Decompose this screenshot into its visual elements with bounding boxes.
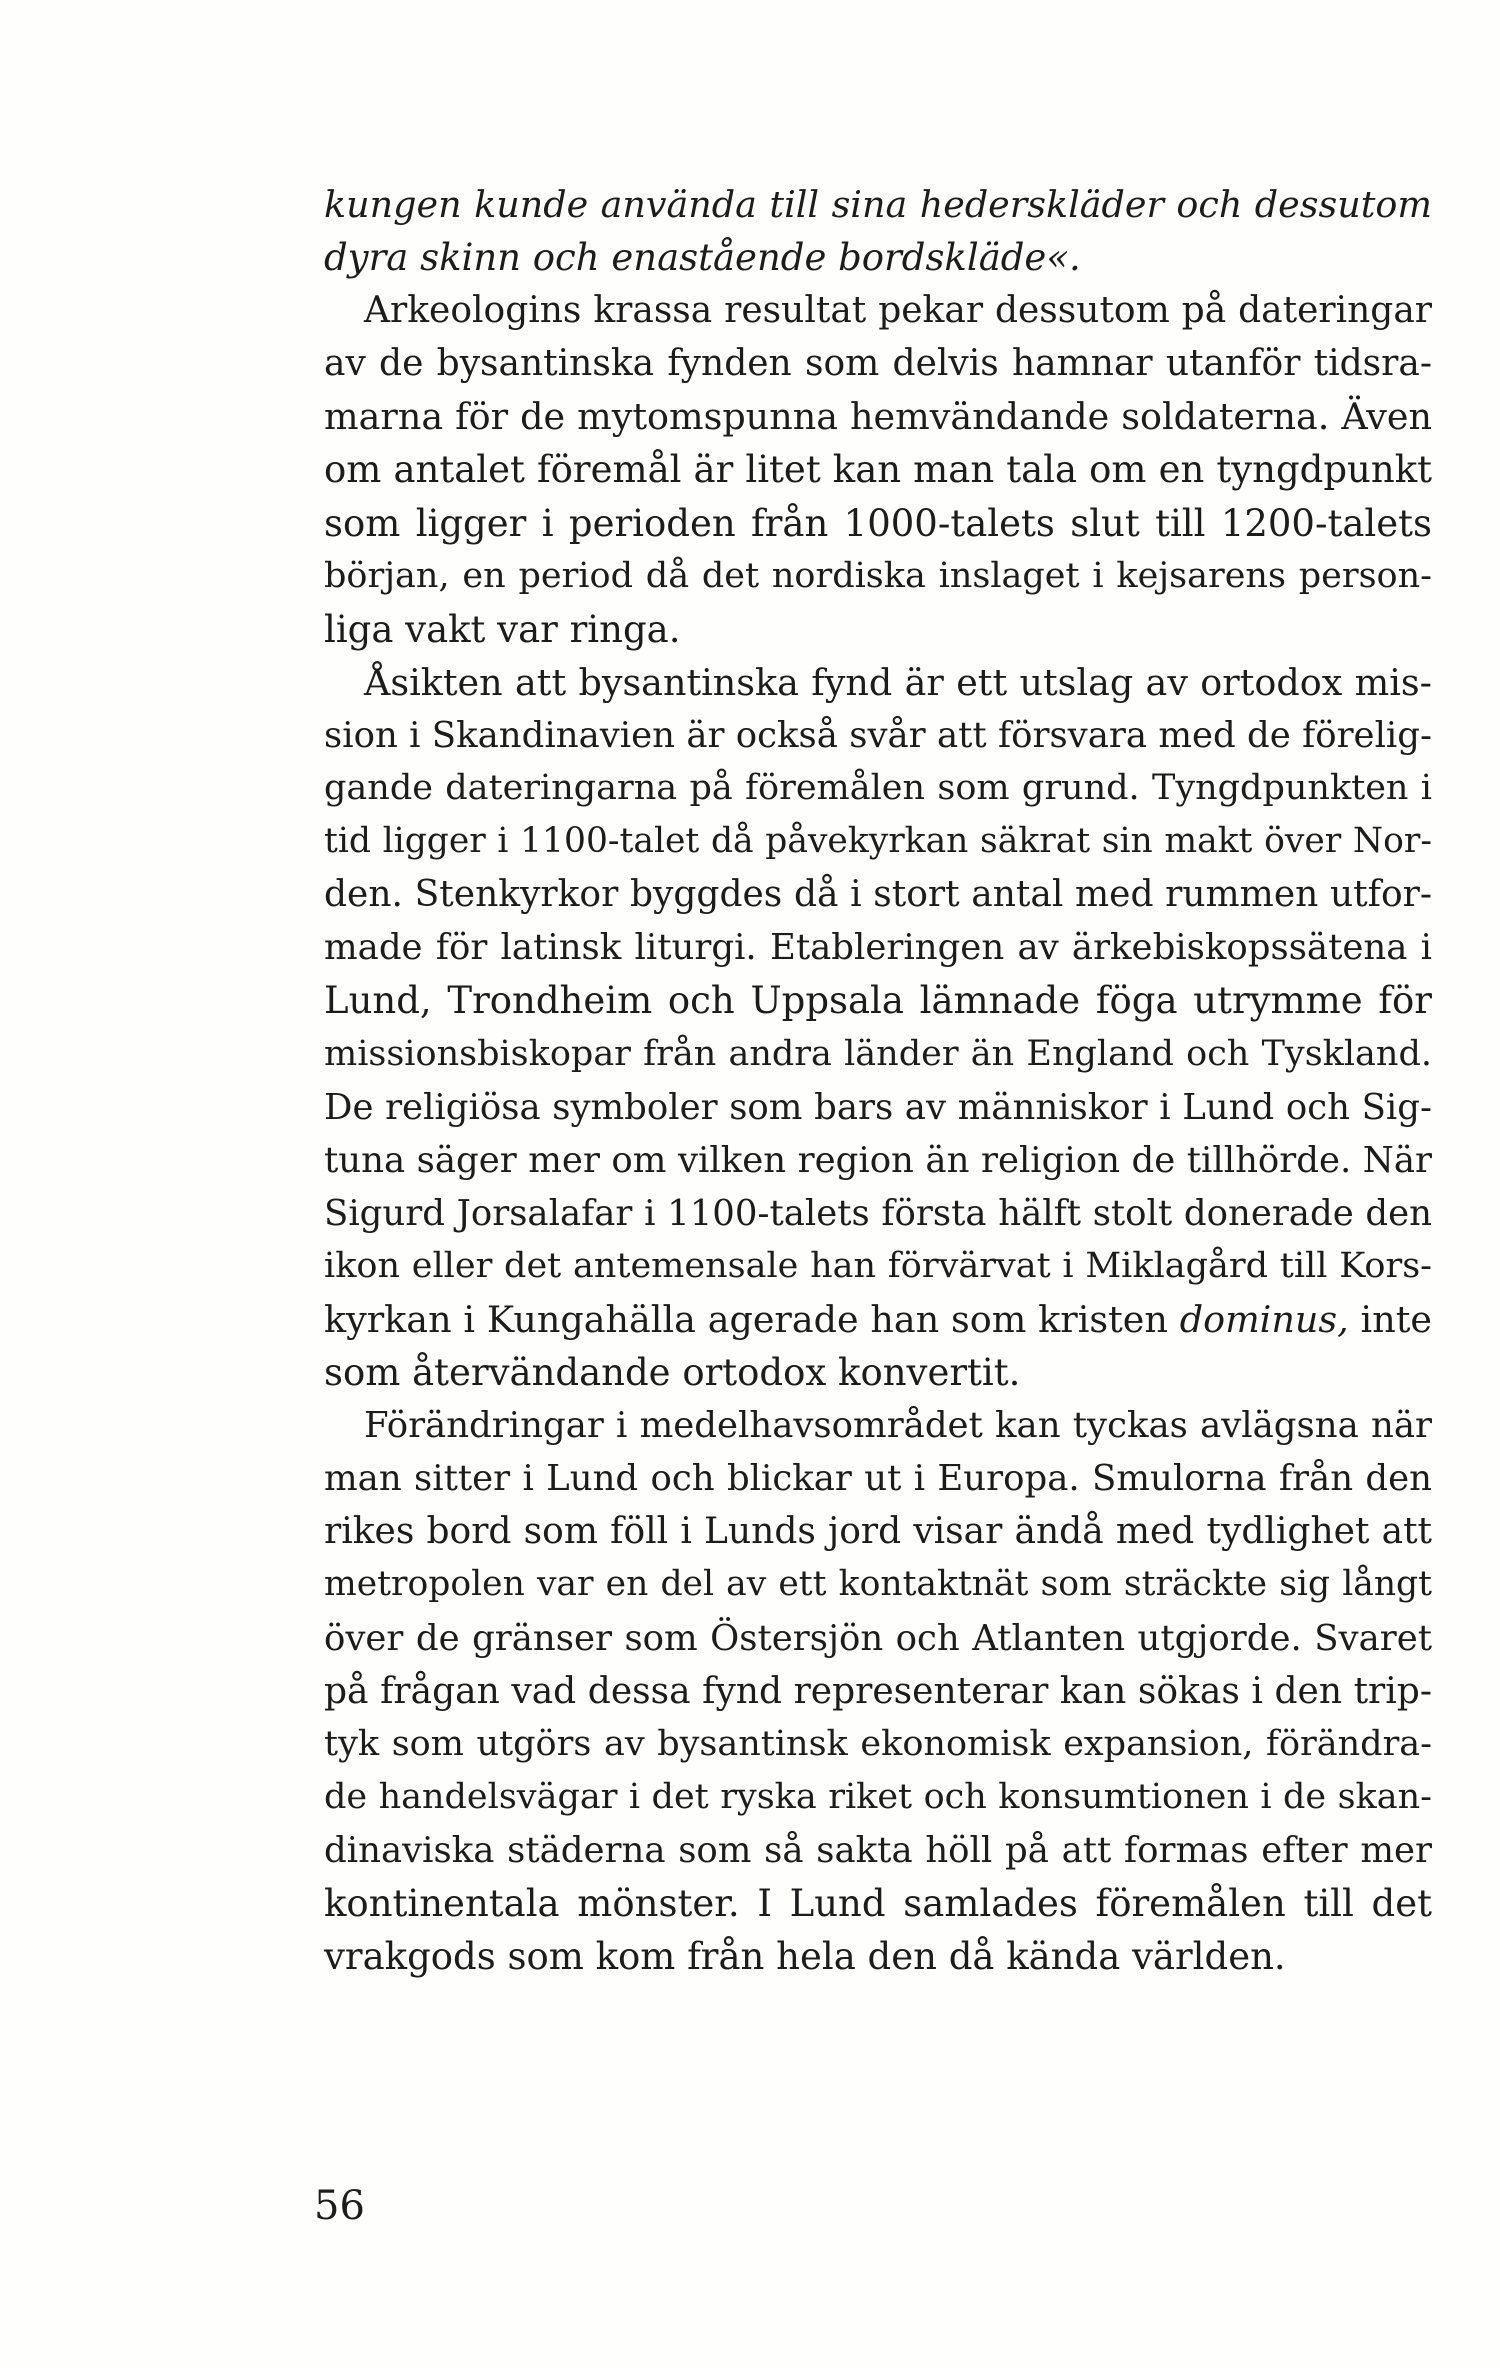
text-segment: gande dateringarna på föremålen som grund. Tyngdpunkten i — [324, 768, 1432, 809]
text-segment: kyrkan i Kungahälla agerade han som kristen — [324, 1297, 1180, 1341]
italic-text: dominus, — [1179, 1297, 1349, 1341]
text-segment: av de bysantinska fynden som delvis hamnar utanför tidsra- — [324, 343, 1432, 385]
text-line — [324, 1028, 1432, 1081]
text-line — [324, 974, 1432, 1027]
text-line — [324, 1612, 1432, 1665]
text-segment: inte — [1348, 1297, 1432, 1341]
text-segment: över de gränser som Östersjön och Atlanten utgjorde. Svaret — [324, 1617, 1432, 1659]
text-segment: början, en period då det nordiska inslaget i kejsarens person- — [324, 555, 1432, 596]
text-segment: metropolen var en del av ett kontaktnät som sträckte sig långt — [324, 1564, 1432, 1605]
italic-text: kungen kunde använda till sina hederskläder och dessutom — [324, 183, 1432, 226]
text-segment: på frågan vad dessa fynd representerar kan sökas i den trip- — [324, 1670, 1432, 1712]
text-segment: Arkeologins krassa resultat pekar dessutom på dateringar — [364, 290, 1432, 332]
text-segment: Åsikten att bysantinska fynd är ett utslag av ortodox mis- — [364, 660, 1432, 704]
text-line — [324, 656, 1432, 709]
text-line — [324, 1187, 1432, 1240]
text-line — [324, 1452, 1432, 1505]
text-segment: den. Stenkyrkor byggdes då i stort antal med rummen utfor- — [324, 874, 1432, 916]
text-line — [324, 1665, 1432, 1718]
text-line — [324, 868, 1432, 921]
text-line — [324, 762, 1432, 815]
text-line — [324, 443, 1432, 496]
text-segment: tid ligger i 1100-talet då påvekyrkan säkrat sin makt över Nor- — [324, 821, 1432, 862]
text-segment: som ligger i perioden från 1000-talets slut till 1200-talets — [324, 501, 1432, 545]
text-line — [324, 337, 1432, 390]
italic-text: dyra skinn och enastående bordskläde«. — [324, 236, 1081, 280]
text-line — [324, 1505, 1432, 1558]
text-line — [324, 815, 1432, 868]
text-line — [324, 1399, 1432, 1452]
text-line — [324, 1134, 1432, 1187]
text-line — [324, 178, 1432, 231]
text-segment: marna för de mytomspunna hemvändande soldaterna. Även — [324, 395, 1432, 439]
text-line — [324, 709, 1432, 762]
text-segment: rikes bord som föll i Lunds jord visar ändå med tydlighet att — [324, 1511, 1432, 1553]
text-segment: om antalet föremål är litet kan man tala om en tyngdpunkt — [324, 448, 1432, 492]
text-line — [324, 1877, 1432, 1930]
text-line — [324, 390, 1432, 443]
text-segment: kontinentala mönster. I Lund samlades föremålen till det — [324, 1882, 1432, 1925]
text-line — [324, 231, 1432, 284]
text-segment: ikon eller det antemensale han förvärvat i Miklagård till Kors- — [324, 1245, 1432, 1286]
text-line — [324, 1771, 1432, 1824]
text-segment: sion i Skandinavien är också svår att försvara med de förelig- — [324, 714, 1432, 756]
text-segment: liga vakt var ringa. — [324, 607, 681, 651]
text-segment: missionsbiskopar från andra länder än England och Tyskland. — [324, 1033, 1432, 1074]
text-segment: made för latinsk liturgi. Etableringen av ärkebiskopssätena i — [324, 927, 1432, 969]
text-line — [324, 1824, 1432, 1877]
text-line — [324, 550, 1432, 603]
text-line — [324, 1558, 1432, 1611]
text-line — [324, 603, 1432, 656]
text-segment: vrakgods som kom från hela den då kända världen. — [324, 1935, 1286, 1979]
text-segment: man sitter i Lund och blickar ut i Europa. Smulorna från den — [324, 1458, 1432, 1500]
text-line — [324, 1718, 1432, 1771]
text-line — [324, 497, 1432, 550]
text-segment: De religiösa symboler som bars av människor i Lund och Sig- — [324, 1086, 1432, 1128]
text-segment: de handelsvägar i det ryska riket och konsumtionen i de skan- — [324, 1776, 1432, 1817]
text-line — [324, 1346, 1432, 1399]
text-line — [324, 1293, 1432, 1346]
text-segment: tyk som utgörs av bysantinsk ekonomisk expansion, förändra- — [324, 1723, 1432, 1764]
body-text — [324, 178, 1432, 1983]
text-segment: dinaviska städerna som så sakta höll på att formas efter mer — [324, 1829, 1432, 1871]
text-segment: tuna säger mer om vilken region än religion de tillhörde. När — [324, 1139, 1432, 1181]
text-segment: Förändringar i medelhavsområdet kan tyckas avlägsna när — [364, 1405, 1432, 1447]
page-number: 56 — [314, 2183, 365, 2229]
text-segment: som återvändande ortodox konvertit. — [324, 1351, 1021, 1395]
text-line — [324, 1081, 1432, 1134]
text-segment: Lund, Trondheim och Uppsala lämnade föga utrymme för — [324, 979, 1432, 1023]
text-line — [324, 1240, 1432, 1293]
text-line — [324, 1930, 1432, 1983]
text-line — [324, 921, 1432, 974]
text-segment: Sigurd Jorsalafar i 1100-talets första hälft stolt donerade den — [324, 1192, 1432, 1234]
text-line — [324, 284, 1432, 337]
